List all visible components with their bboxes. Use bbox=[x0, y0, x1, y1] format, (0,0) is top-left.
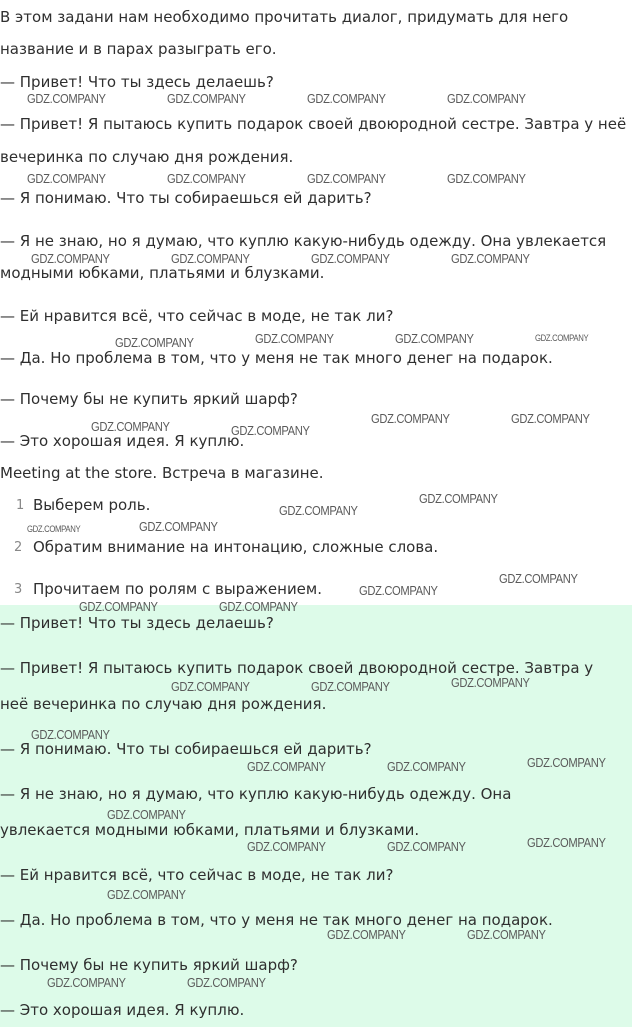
watermark: GDZ.COMPANY bbox=[27, 91, 106, 106]
watermark: GDZ.COMPANY bbox=[395, 331, 474, 346]
watermark: GDZ.COMPANY bbox=[311, 679, 390, 694]
dialog-line: — Я не знаю, но я думаю, что куплю какую-нибудь одежду. Она увлекается bbox=[0, 232, 607, 250]
dialog-line: — Почему бы не купить яркий шарф? bbox=[0, 390, 298, 408]
dialog-line-highlighted: — Привет! Что ты здесь делаешь? bbox=[0, 614, 274, 632]
watermark: GDZ.COMPANY bbox=[187, 975, 266, 990]
step-text: Обратим внимание на интонацию, сложные слова. bbox=[33, 538, 439, 556]
dialog-line: модными юбками, платьями и блузками. bbox=[0, 264, 325, 282]
watermark: GDZ.COMPANY bbox=[247, 759, 326, 774]
step-number: 2 bbox=[14, 540, 23, 555]
watermark: GDZ.COMPANY bbox=[27, 171, 106, 186]
step-text: Выберем роль. bbox=[33, 496, 151, 514]
watermark: GDZ.COMPANY bbox=[255, 331, 334, 346]
dialog-line: — Ей нравится всё, что сейчас в моде, не так ли? bbox=[0, 307, 394, 325]
dialog-line: — Привет! Я пытаюсь купить подарок своей двоюродной сестре. Завтра у неё bbox=[0, 115, 627, 133]
dialog-line: вечеринка по случаю дня рождения. bbox=[0, 148, 294, 166]
watermark: GDZ.COMPANY bbox=[27, 524, 81, 534]
dialog-line-highlighted: — Да. Но проблема в том, что у меня не так много денег на подарок. bbox=[0, 911, 553, 929]
watermark: GDZ.COMPANY bbox=[447, 91, 526, 106]
watermark: GDZ.COMPANY bbox=[247, 839, 326, 854]
watermark: GDZ.COMPANY bbox=[107, 807, 186, 822]
watermark: GDZ.COMPANY bbox=[451, 251, 530, 266]
watermark: GDZ.COMPANY bbox=[527, 755, 606, 770]
watermark: GDZ.COMPANY bbox=[371, 411, 450, 426]
watermark: GDZ.COMPANY bbox=[167, 171, 246, 186]
watermark: GDZ.COMPANY bbox=[31, 727, 110, 742]
watermark: GDZ.COMPANY bbox=[447, 171, 526, 186]
watermark: GDZ.COMPANY bbox=[307, 91, 386, 106]
watermark: GDZ.COMPANY bbox=[451, 675, 530, 690]
dialog-line-highlighted: — Ей нравится всё, что сейчас в моде, не так ли? bbox=[0, 866, 394, 884]
watermark: GDZ.COMPANY bbox=[107, 887, 186, 902]
watermark: GDZ.COMPANY bbox=[171, 679, 250, 694]
intro-line-1: В этом задани нам необходимо прочитать диалог, придумать для него bbox=[0, 8, 569, 26]
watermark: GDZ.COMPANY bbox=[91, 419, 170, 434]
watermark: GDZ.COMPANY bbox=[499, 571, 578, 586]
dialog-line-highlighted: — Это хорошая идея. Я куплю. bbox=[0, 1001, 245, 1019]
watermark: GDZ.COMPANY bbox=[31, 251, 110, 266]
step-text: Прочитаем по ролям с выражением. bbox=[33, 580, 322, 598]
dialog-line: — Это хорошая идея. Я куплю. bbox=[0, 432, 245, 450]
watermark: GDZ.COMPANY bbox=[327, 927, 406, 942]
watermark: GDZ.COMPANY bbox=[387, 839, 466, 854]
section-title: Meeting at the store. Встреча в магазине. bbox=[0, 464, 324, 482]
watermark: GDZ.COMPANY bbox=[527, 835, 606, 850]
dialog-line-highlighted: неё вечеринка по случаю дня рождения. bbox=[0, 695, 327, 713]
watermark: GDZ.COMPANY bbox=[79, 599, 158, 614]
step-number: 3 bbox=[14, 582, 23, 597]
watermark: GDZ.COMPANY bbox=[467, 927, 546, 942]
watermark: GDZ.COMPANY bbox=[171, 251, 250, 266]
dialog-line: — Привет! Что ты здесь делаешь? bbox=[0, 73, 274, 91]
dialog-line-highlighted: увлекается модными юбками, платьями и блузками. bbox=[0, 821, 420, 839]
dialog-line: — Я понимаю. Что ты собираешься ей дарить? bbox=[0, 189, 372, 207]
watermark: GDZ.COMPANY bbox=[535, 333, 589, 343]
watermark: GDZ.COMPANY bbox=[387, 759, 466, 774]
watermark: GDZ.COMPANY bbox=[115, 335, 194, 350]
dialog-line: — Да. Но проблема в том, что у меня не так много денег на подарок. bbox=[0, 349, 553, 367]
dialog-line-highlighted: — Я понимаю. Что ты собираешься ей дарить? bbox=[0, 740, 372, 758]
watermark: GDZ.COMPANY bbox=[511, 411, 590, 426]
watermark: GDZ.COMPANY bbox=[279, 503, 358, 518]
watermark: GDZ.COMPANY bbox=[167, 91, 246, 106]
watermark: GDZ.COMPANY bbox=[139, 519, 218, 534]
dialog-line-highlighted: — Привет! Я пытаюсь купить подарок своей двоюродной сестре. Завтра у bbox=[0, 659, 594, 677]
watermark: GDZ.COMPANY bbox=[231, 423, 310, 438]
watermark: GDZ.COMPANY bbox=[311, 251, 390, 266]
step-number: 1 bbox=[16, 498, 25, 513]
watermark: GDZ.COMPANY bbox=[419, 491, 498, 506]
watermark: GDZ.COMPANY bbox=[47, 975, 126, 990]
dialog-line-highlighted: — Я не знаю, но я думаю, что куплю какую-нибудь одежду. Она bbox=[0, 785, 512, 803]
intro-line-2: название и в парах разыграть его. bbox=[0, 40, 277, 58]
dialog-line-highlighted: — Почему бы не купить яркий шарф? bbox=[0, 956, 298, 974]
watermark: GDZ.COMPANY bbox=[307, 171, 386, 186]
watermark: GDZ.COMPANY bbox=[219, 599, 298, 614]
watermark: GDZ.COMPANY bbox=[359, 583, 438, 598]
